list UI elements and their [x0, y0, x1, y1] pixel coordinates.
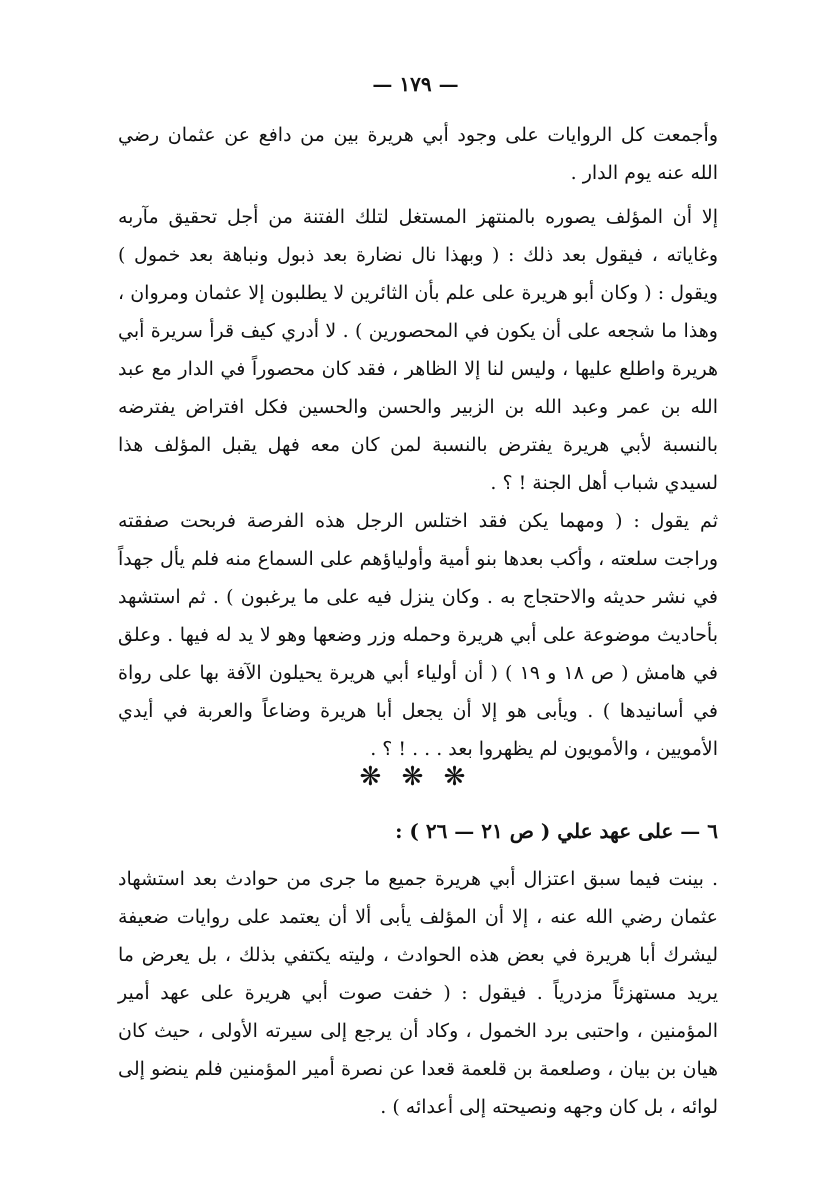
section-heading: ٦ — على عهد علي ( ص ٢١ — ٢٦ ) :: [395, 819, 718, 843]
paragraph-1: وأجمعت كل الروايات على وجود أبي هريرة بين من دافع عن عثمان رضي الله عنه يوم الدار .: [118, 124, 718, 184]
section-divider: ❋ ❋ ❋: [359, 762, 472, 792]
paragraph-3: ثم يقول : ( ومهما يكن فقد اختلس الرجل هذه الفرصة فربحت صفقته وراجت سلعته ، وأكب بعدها بنو أمية وأولياؤهم على السماع منه فلم يأل جهداً في نشر حديثه والاحتجاج به . وكان ينزل فيه على ما يرغبون ) . ثم استشهد بأحاديث موضوعة على أبي هريرة وحمله وزر وضعها وهو لا يد له فيها . وعلق في هامش ( ص ١٨ و ١٩ ) ( أن أولياء أبي هريرة يحيلون الآفة بها على رواة في أسانيدها ) . ويأبى هو إلا أن يجعل أبا هريرة وضاعاً والعربة في أيدي الأمويين ، والأمويون لم يظهروا بعد . . . ! ؟ .: [118, 510, 718, 760]
page-number: — ١٧٩ —: [372, 72, 459, 96]
section-paragraph-1: . بينت فيما سبق اعتزال أبي هريرة جميع ما جرى من حوادث بعد استشهاد عثمان رضي الله عنه ، إلا أن المؤلف يأبى ألا أن يعتمد على روايات ضعيفة ليشرك أبا هريرة في بعض هذه الحوادث ، وليته يكتفي بذلك ، بل يعرض ما يريد مستهزئاً مزدرياً . فيقول : ( خفت صوت أبي هريرة على عهد أمير المؤمنين ، واحتبى برد الخمول ، وكاد أن يرجع إلى سيرته الأولى ، حيث كان هيان بن بيان ، وصلعمة بن قلعمة قعدا عن نصرة أمير المؤمنين فلم ينضو إلى لوائه ، بل كان وجهه ونصيحته إلى أعدائه ) .: [118, 868, 718, 1118]
paragraph-2: إلا أن المؤلف يصوره بالمنتهز المستغل لتلك الفتنة من أجل تحقيق مآربه وغاياته ، فيقول بعد ذلك : ( وبهذا نال نضارة بعد ذبول ونباهة بعد خمول ) ويقول : ( وكان أبو هريرة على علم بأن الثائرين لا يطلبون إلا عثمان ومروان ، وهذا ما شجعه على أن يكون في المحصورين ) . لا أدري كيف قرأ سريرة أبي هريرة واطلع عليها ، وليس لنا إلا الظاهر ، فقد كان محصوراً في الدار مع عبد الله بن عمر وعبد الله بن الزبير والحسن والحسين فكل افتراض يفترضه بالنسبة لأبي هريرة يفترض بالنسبة لمن كان معه فهل يقبل المؤلف هذا لسيدي شباب أهل الجنة ! ؟ .: [118, 206, 718, 494]
